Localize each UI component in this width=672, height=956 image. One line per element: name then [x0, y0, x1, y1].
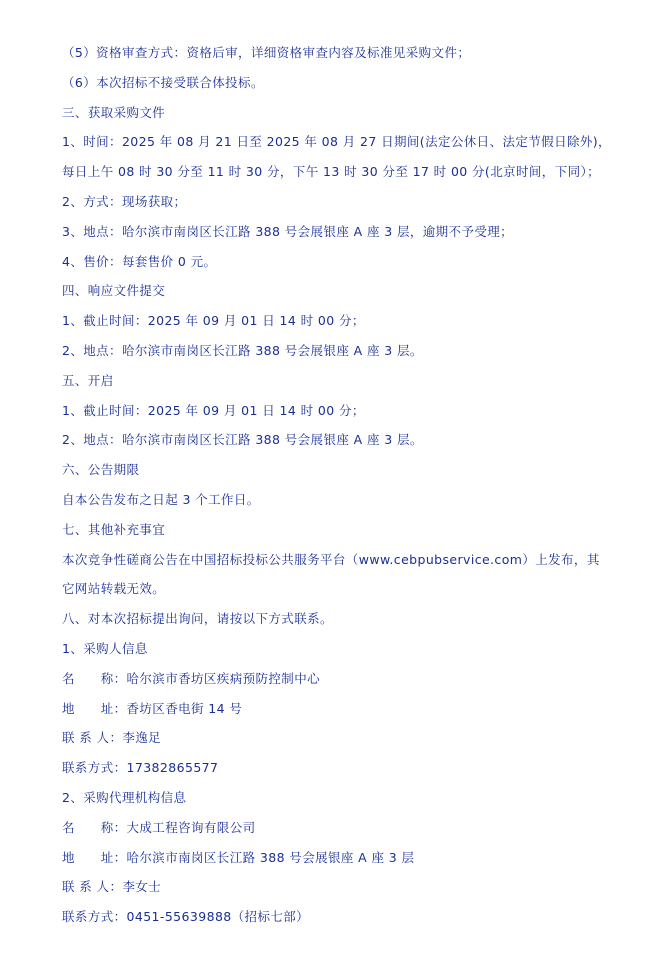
purchaser-info-heading: 1、采购人信息 [62, 640, 148, 656]
qualification-review-line: （5）资格审查方式：资格后审，详细资格审查内容及标准见采购文件； [62, 45, 471, 60]
opening-deadline-line: 1、截止时间：2025 年 09 月 01 日 14 时 00 分； [62, 402, 365, 418]
agency-address: 地 址：哈尔滨市南岗区长江路 388 号会展银座 A 座 3 层 [62, 849, 415, 865]
submission-location-line: 2、地点：哈尔滨市南岗区长江路 388 号会展银座 A 座 3 层。 [62, 342, 423, 358]
agency-phone: 联系方式：0451-55639888（招标七部） [62, 909, 310, 925]
obtain-time-line: 1、时间：2025 年 08 月 21 日至 2025 年 08 月 27 日期间(法定公休日、法定节假日除外)， [62, 134, 611, 150]
obtain-method-line: 2、方式：现场获取； [62, 193, 187, 209]
agency-info-heading: 2、采购代理机构信息 [62, 789, 187, 805]
publication-platform-line: 本次竞争性磋商公告在中国招标投标公共服务平台（www.cebpubservice.com）上发布，其 [62, 551, 600, 567]
notice-period-line: 自本公告发布之日起 3 个工作日。 [62, 491, 260, 507]
section-heading-notice-period: 六、公告期限 [62, 462, 140, 478]
section-heading-opening: 五、开启 [62, 372, 114, 388]
obtain-location-line: 3、地点：哈尔滨市南岗区长江路 388 号会展银座 A 座 3 层，逾期不予受理； [62, 223, 514, 239]
purchaser-name: 名 称：哈尔滨市香坊区疾病预防控制中心 [62, 670, 321, 686]
opening-location-line: 2、地点：哈尔滨市南岗区长江路 388 号会展银座 A 座 3 层。 [62, 432, 423, 448]
purchaser-address: 地 址：香坊区香电街 14 号 [62, 700, 243, 716]
submission-deadline-line: 1、截止时间：2025 年 09 月 01 日 14 时 00 分； [62, 313, 365, 329]
obtain-price-line: 4、售价：每套售价 0 元。 [62, 253, 217, 269]
obtain-hours-line: 每日上午 08 时 30 分至 11 时 30 分，下午 13 时 30 分至 17 时 00 分(北京时间，下同）； [62, 164, 601, 180]
section-heading-obtain-documents: 三、获取采购文件 [62, 104, 166, 120]
section-heading-other-matters: 七、其他补充事宜 [62, 521, 166, 537]
purchaser-contact-person: 联 系 人：李逸足 [62, 730, 162, 746]
agency-name: 名 称：大成工程咨询有限公司 [62, 819, 256, 835]
section-heading-submission: 四、响应文件提交 [62, 283, 166, 299]
section-heading-contact: 八、对本次招标提出询问，请按以下方式联系。 [62, 611, 333, 627]
consortium-line: （6）本次招标不接受联合体投标。 [62, 74, 264, 90]
purchaser-phone: 联系方式：17382865577 [62, 760, 219, 776]
publication-platform-line-cont: 它网站转载无效。 [62, 581, 166, 597]
agency-contact-person: 联 系 人：李女士 [62, 879, 162, 895]
document-body [62, 38, 622, 932]
